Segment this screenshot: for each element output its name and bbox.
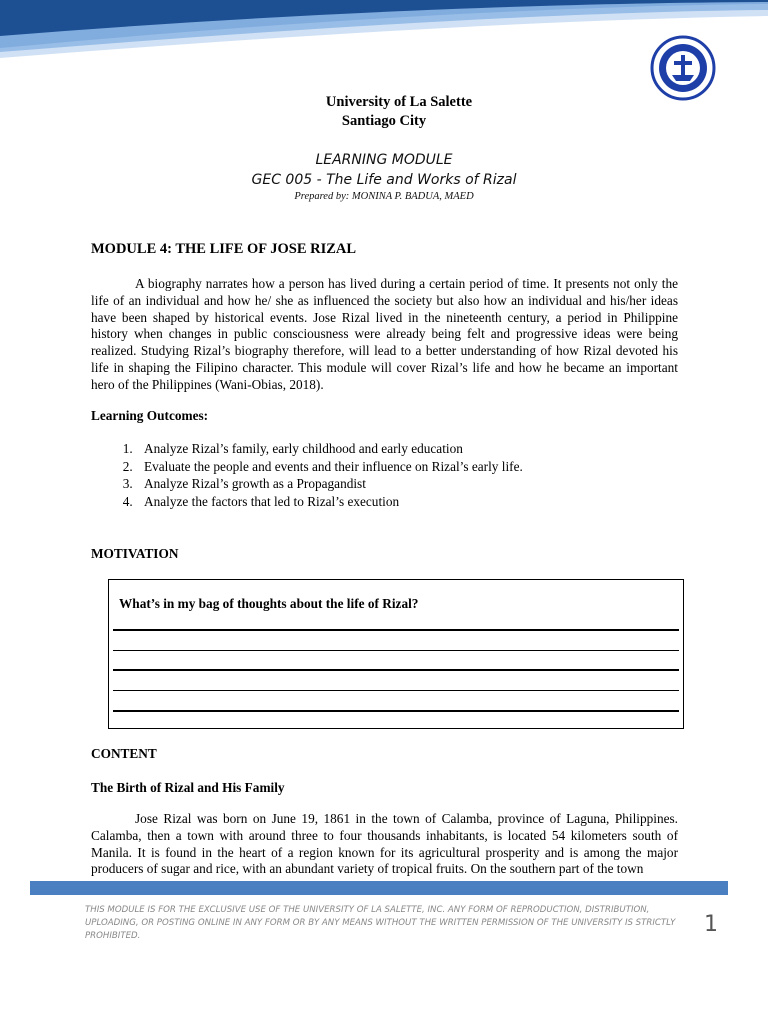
university-city: Santiago City <box>341 113 427 129</box>
outcomes-title-wrap <box>91 408 678 424</box>
learning-outcomes-list <box>91 440 678 510</box>
outcome-item: 2. Evaluate the people and events and their influence on Rizal’s early life. <box>136 458 678 476</box>
answer-line[interactable] <box>113 710 679 712</box>
answer-line[interactable] <box>113 629 679 631</box>
copyright-notice: THIS MODULE IS FOR THE EXCLUSIVE USE OF THE UNIVERSITY OF LA SALETTE, INC. ANY FORM OF REPRODUCTION, DISTRIBUTION, UPLOADING, OR POSTING ONLINE IN ANY FORM OR BY ANY MEANS WITHOUT THE WRITTEN PERMISSION OF THE UNIVERSITY IS STRICTLY PROHIBITED. <box>85 905 676 941</box>
learning-module-label: LEARNING MODULE <box>315 152 453 168</box>
content-heading: CONTENT <box>91 746 157 761</box>
outcome-item: 1. Analyze Rizal’s family, early childhood and early education <box>136 440 678 458</box>
motivation-box <box>108 579 684 729</box>
university-header <box>0 93 768 131</box>
university-name: University of La Salette <box>325 94 473 110</box>
outcome-item: 3. Analyze Rizal’s growth as a Propagandist <box>136 475 678 493</box>
answer-line[interactable] <box>113 650 679 651</box>
motivation-heading-wrap <box>91 546 678 562</box>
outcome-item: 4. Analyze the factors that led to Rizal’s execution <box>136 493 678 511</box>
module-heading-wrap <box>91 241 678 258</box>
motivation-heading: MOTIVATION <box>91 546 179 561</box>
page-number: 1 <box>704 912 718 937</box>
learning-outcomes-title: Learning Outcomes: <box>91 408 209 423</box>
content-subheading: The Birth of Rizal and His Family <box>91 780 285 795</box>
module-title-block <box>0 150 768 204</box>
footer-blue-bar <box>30 881 728 895</box>
intro-wrap <box>91 276 678 394</box>
intro-paragraph: A biography narrates how a person has lived during a certain period of time. It presents not only the life of an individual and how he/ she as influenced the society but also how an individual and his/her ideas have been shaped by historical events. Jose Rizal lived in the nineteenth century, a period in Philippine history when changes in public consciousness were already being felt and progressive ideas were being realized. Studying Rizal’s biography therefore, will lead to a better understanding of how Rizal devoted his life in shaping the Filipino character. This module will cover Rizal’s life and how he became an important hero of the Philippines (Wani-Obias, 2018). <box>91 276 678 392</box>
content-heading-wrap <box>91 746 678 762</box>
outcomes-list-wrap <box>91 440 678 510</box>
module-heading: MODULE 4: THE LIFE OF JOSE RIZAL <box>91 241 357 257</box>
motivation-question: What’s in my bag of thoughts about the life of Rizal? <box>119 596 419 611</box>
content-paragraph: Jose Rizal was born on June 19, 1861 in the town of Calamba, province of Laguna, Philippines. Calamba, then a town with around three to four thousands inhabitants, is located 54 kilometers south of Manila. It is found in the heart of a region known for its agricultural prosperity and is among the major producers of sugar and rice, with an abundant variety of tropical fruits. On the southern part of the town <box>91 811 678 877</box>
content-subheading-wrap <box>91 780 678 796</box>
answer-line[interactable] <box>113 690 679 691</box>
prepared-by: Prepared by: MONINA P. BADUA, MAED <box>294 191 474 202</box>
content-paragraph-wrap <box>91 811 678 877</box>
university-seal-icon <box>650 35 716 101</box>
answer-line[interactable] <box>113 669 679 671</box>
course-title: GEC 005 - The Life and Works of Rizal <box>251 172 517 188</box>
